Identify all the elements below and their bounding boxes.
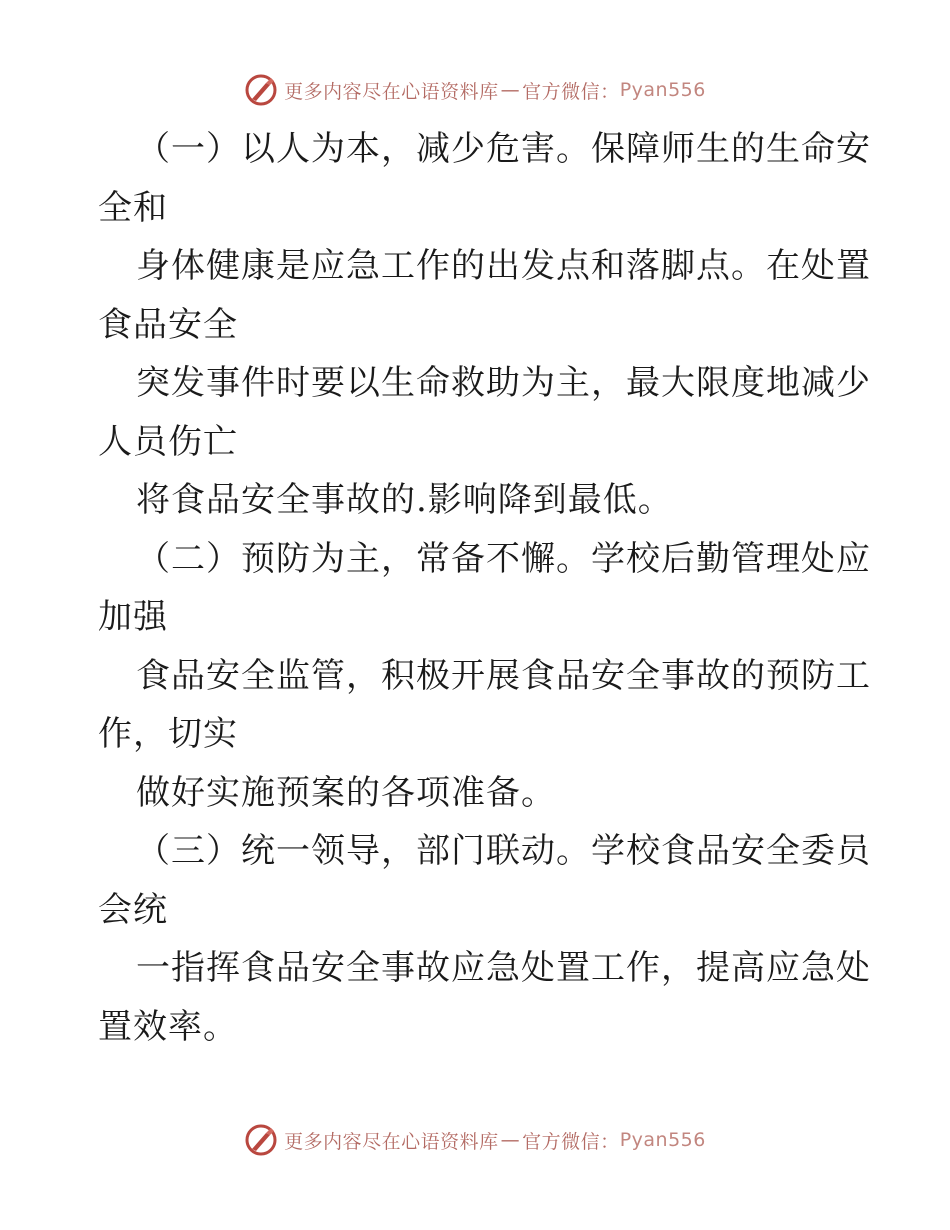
watermark-header	[0, 70, 950, 110]
pen-circle-logo-icon	[244, 1123, 278, 1157]
text-line: （一）以人为本，减少危害。保障师生的生命安	[136, 129, 871, 169]
text-line: 置效率。	[98, 1006, 238, 1047]
text-line: 会统	[98, 889, 168, 930]
text-line: 食品安全监管，积极开展食品安全事故的预防工	[136, 655, 871, 696]
text-line: 食品安全	[98, 304, 238, 345]
watermark-text: 更多内容尽在心语资料库	[284, 1130, 499, 1153]
text-line: 全和	[98, 187, 168, 228]
text-line: （三）统一领导，部门联动。学校食品安全委员	[136, 831, 871, 871]
watermark-footer	[0, 1120, 950, 1160]
text-line: 突发事件时要以生命救助为主，最大限度地减少	[136, 363, 871, 403]
watermark-wechat-id: Pyan556	[619, 1129, 706, 1151]
text-line: 做好实施预案的各项准备。	[136, 772, 556, 813]
text-line: 一指挥食品安全事故应急处置工作，提高应急处	[136, 948, 871, 988]
text-line: 作，切实	[98, 714, 238, 754]
watermark-wechat-id: Pyan556	[619, 79, 706, 101]
watermark-dash: —	[500, 1129, 521, 1151]
watermark-text: 更多内容尽在心语资料库	[284, 80, 499, 103]
text-line: 身体健康是应急工作的出发点和落脚点。在处置	[136, 246, 871, 286]
text-line: （二）预防为主，常备不懈。学校后勤管理处应	[136, 538, 871, 579]
text-line: 加强	[98, 597, 168, 637]
text-line: 人员伤亡	[98, 421, 238, 462]
watermark-label: 官方微信：	[522, 80, 620, 103]
watermark-label: 官方微信：	[522, 1130, 620, 1153]
document-body	[98, 120, 871, 1056]
watermark-dash: —	[500, 79, 521, 101]
pen-circle-logo-icon	[244, 73, 278, 107]
text-line: 将食品安全事故的.影响降到最低。	[136, 480, 673, 520]
